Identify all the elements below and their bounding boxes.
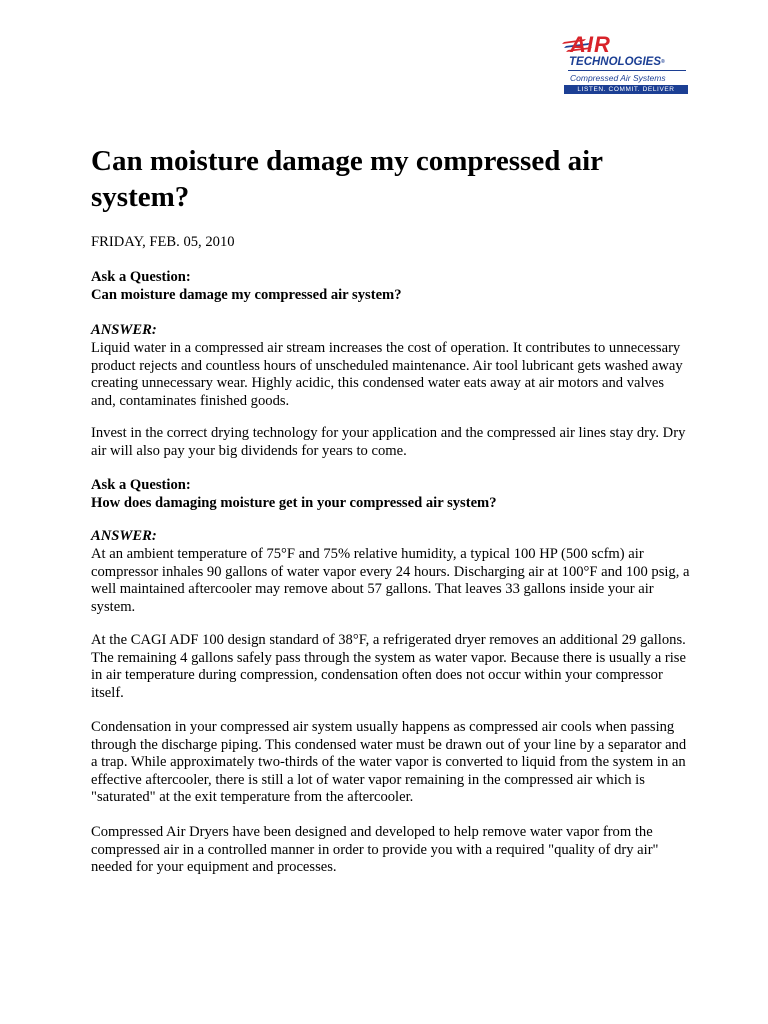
answer-2-paragraph-2: At the CAGI ADF 100 design standard of 38°F, a refrigerated dryer removes an additional 29 gallons. The remaining 4 gallons safely pass through the system as water vapor. Because there is usually a rise in air temperature during compression, condensation often does not occur within your compressor itself. xyxy=(91,632,686,701)
answer-2-paragraph-4: Compressed Air Dryers have been designed and developed to help remove water vapor from the compressed air in a controlled manner in order to provide you with a required "quality of dry air" needed for your equipment and processes. xyxy=(91,824,659,876)
company-logo xyxy=(556,30,692,96)
logo-subtitle: Compressed Air Systems xyxy=(570,73,666,83)
ask-label-2: Ask a Question: xyxy=(91,477,191,493)
logo-tagline: LISTEN. COMMIT. DELIVER xyxy=(564,85,688,94)
ask-label-1: Ask a Question: xyxy=(91,269,191,285)
logo-divider xyxy=(568,70,686,71)
logo-name: TECHNOLOGIES® xyxy=(569,56,665,68)
question-1: Can moisture damage my compressed air system? xyxy=(91,287,402,303)
answer-2-paragraph-3: Condensation in your compressed air system usually happens as compressed air cools when passing through the discharge piping. This condensed water must be drawn out of your line by a separator and a trap. While approximately two-thirds of the water vapor is converted to liquid from the system in an effective aftercooler, there is still a lot of water vapor remaining in the compressed air which is "saturated" at the exit temperature from the aftercooler. xyxy=(91,719,687,806)
question-2: How does damaging moisture get in your compressed air system? xyxy=(91,495,497,511)
answer-label-2: ANSWER: xyxy=(91,528,157,544)
page-title: Can moisture damage my compressed air system? xyxy=(91,145,603,213)
answer-2-paragraph-1: At an ambient temperature of 75°F and 75% relative humidity, a typical 100 HP (500 scfm) air compressor inhales 90 gallons of water vapor every 24 hours. Discharging air at 100°F and 100 psig, a well maintained aftercooler may remove about 57 gallons. That leaves 33 gallons inside your air system. xyxy=(91,546,690,615)
answer-1-paragraph-2: Invest in the correct drying technology for your application and the compressed air lines stay dry. Dry air will also pay your big dividends for years to come. xyxy=(91,425,686,459)
answer-1-paragraph-1: Liquid water in a compressed air stream increases the cost of operation. It contributes to unnecessary product rejects and countless hours of unscheduled maintenance. Air tool lubricant gets washed away creating unnecessary wear. Highly acidic, this condensed water eats away at air motors and valves and, contaminates finished goods. xyxy=(91,340,683,409)
post-date: FRIDAY, FEB. 05, 2010 xyxy=(91,234,235,250)
logo-brand: AIR xyxy=(570,32,611,57)
answer-label-1: ANSWER: xyxy=(91,322,157,338)
